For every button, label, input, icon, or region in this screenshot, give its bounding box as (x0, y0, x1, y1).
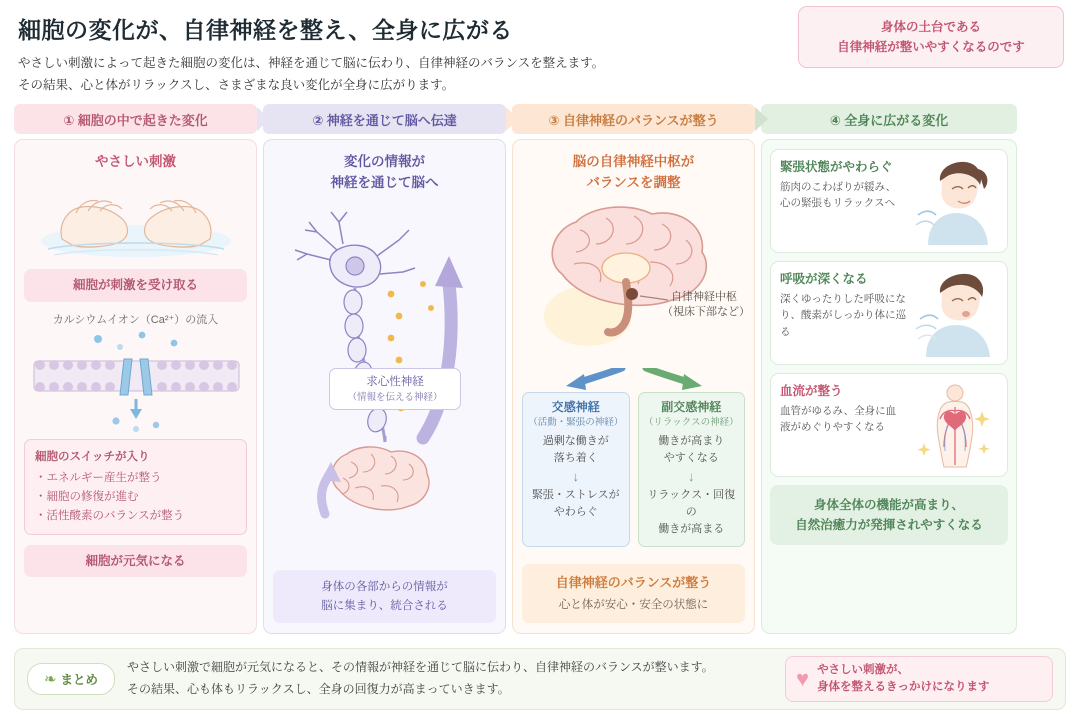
afferent-nerve-label (329, 368, 461, 410)
sympathetic-body-2: 落ち着く (553, 451, 598, 464)
heart-icon: ♥ (796, 666, 810, 691)
cell-receives-stimulus-box: 細胞が刺激を受け取る (24, 269, 247, 302)
center-label-line-1: 自律神経中枢 (671, 290, 737, 303)
split-arrows-svg (522, 368, 747, 390)
overall-result-line-2: 自然治癒力が発揮されやすくなる (795, 518, 983, 532)
sympathetic-arrow-icon: ↓ (572, 469, 579, 485)
step-column-1 (14, 104, 257, 634)
summary-highlight-text (817, 662, 990, 697)
cell-switch-item-1: ・エネルギー産生が整う (35, 471, 162, 484)
step-3-body (512, 139, 755, 634)
nerve-transmission-title (273, 152, 496, 194)
neuron-svg (273, 198, 498, 528)
nerve-title-line-2: 神経を通じて脳へ (330, 174, 439, 190)
relaxed-face-icon (912, 157, 998, 245)
overall-result-box (770, 485, 1008, 545)
benefit-card-circulation (770, 373, 1008, 477)
sympathetic-title: 交感神経 (551, 399, 600, 414)
cell-membrane-illustration (24, 329, 247, 437)
summary-line-1: やさしい刺激で細胞が元気になると、その情報が神経を通じて脳に伝わり、自律神経のバランスが整います。 (127, 660, 714, 675)
balance-result-box (522, 564, 745, 623)
arrow-right-icon (506, 107, 519, 131)
step-3-header-label: ③ 自律神経のバランスが整う (548, 112, 719, 128)
benefit-breathing-title: 呼吸が深くなる (780, 272, 868, 286)
brain-note-line-2: 脳に集まり、統合される (321, 599, 448, 612)
parasympathetic-result-2: 働きが高まる (658, 523, 725, 536)
brain-integration-note (273, 570, 496, 623)
hands-svg (24, 179, 249, 265)
sympathetic-box (522, 392, 630, 548)
sympathetic-result-1: 緊張・ストレスが (531, 489, 620, 502)
benefit-tension-desc: 筋肉のこわばりが緩み、心の緊張もリラックスへ (780, 181, 897, 210)
nerve-title-line-1: 変化の情報が (344, 154, 425, 169)
arrow-right-icon (755, 107, 768, 131)
balance-result-title: 自律神経のバランスが整う (555, 575, 712, 591)
afferent-nerve-title: 求心性神経 (366, 375, 424, 388)
benefit-card-breathing (770, 261, 1008, 365)
parasympathetic-box (638, 392, 746, 548)
parasympathetic-body-1: 働きが高まり (658, 434, 725, 447)
callout-line-2: 自律神経が整いやすくなるのです (837, 40, 1025, 54)
relaxed-face-svg (912, 157, 998, 245)
highlight-line-1: やさしい刺激が、 (817, 663, 910, 676)
benefit-breathing-desc: 深くゆったりした呼吸になり、酸素がしっかり体に巡る (780, 293, 906, 338)
cell-switch-item-3: ・活性酸素のバランスが整う (35, 509, 185, 522)
arrow-right-icon (257, 107, 270, 131)
lead-paragraph (18, 53, 778, 97)
cell-switch-item-2: ・細胞の修復が進む (35, 490, 139, 503)
brain-note-line-1: 身体の各部からの情報が (321, 581, 448, 594)
summary-footer (14, 648, 1066, 710)
parasympathetic-body-2: やすくなる (663, 451, 719, 464)
step-2-header (263, 104, 506, 134)
brain-center-illustration (522, 196, 750, 368)
leaf-icon: ❧ (43, 670, 57, 688)
autonomic-center-label (662, 290, 750, 321)
step-3-header (512, 104, 755, 134)
overall-result-line-1: 身体全体の機能が高まり、 (813, 498, 964, 512)
hands-illustration (24, 179, 247, 265)
step-1-header (14, 104, 257, 134)
summary-badge (27, 663, 115, 695)
gentle-stimulus-title: やさしい刺激 (95, 154, 176, 169)
parasympathetic-sub: （リラックスの神経） (643, 416, 739, 428)
highlight-line-2: 身体を整えるきっかけになります (817, 681, 990, 693)
afferent-nerve-sub: （情報を伝える神経） (347, 391, 443, 403)
lead-line-2: その結果、心と体がリラックスし、さまざまな良い変化が全身に広がります。 (18, 77, 455, 92)
benefit-tension-title: 緊張状態がやわらぐ (780, 160, 893, 174)
step-4-body (761, 139, 1017, 634)
breathing-face-icon (912, 269, 998, 357)
parasympathetic-result-1: リラックス・回復の (647, 489, 736, 519)
callout-box (798, 6, 1064, 68)
body-circulation-icon (912, 381, 998, 469)
summary-highlight (785, 656, 1053, 702)
calcium-ion-note: カルシウムイオン（Ca²⁺）の流入 (52, 313, 219, 326)
parasympathetic-arrow-icon: ↓ (688, 469, 695, 485)
center-label-line-2: （視床下部など） (662, 306, 750, 319)
callout-line-1: 身体の土台である (880, 20, 981, 34)
cell-energized-result: 細胞が元気になる (24, 545, 247, 578)
sympathetic-result-2: やわらぐ (553, 506, 598, 519)
step-column-3 (512, 104, 755, 634)
center-title-line-1: 脳の自律神経中枢が (572, 154, 695, 169)
steps-container (14, 104, 1066, 634)
cell-switch-box (24, 439, 247, 535)
nervous-system-comparison (522, 392, 745, 548)
lead-line-1: やさしい刺激によって起きた細胞の変化は、神経を通じて脳に伝わり、自律神経のバランスを整えます。 (18, 56, 605, 70)
parasympathetic-title: 副交感神経 (661, 399, 722, 414)
benefit-card-tension (770, 149, 1008, 253)
balance-result-sub: 心と体が安心・安全の状態に (558, 598, 709, 611)
step-2-body (263, 139, 506, 634)
summary-text (127, 657, 785, 700)
autonomic-center-title (522, 152, 745, 194)
benefit-circulation-title: 血流が整う (780, 384, 843, 398)
summary-line-2: その結果、心も体もリラックスし、全身の回復力が高まっていきます。 (127, 682, 510, 696)
page-title: 細胞の変化が、自律神経を整え、全身に広がる (18, 17, 513, 43)
step-4-header (761, 104, 1017, 134)
step-2-header-label: ② 神経を通じて脳へ伝達 (312, 112, 457, 128)
step-column-2 (263, 104, 506, 634)
circulation-svg (912, 381, 998, 469)
step-1-body (14, 139, 257, 634)
step-1-header-label: ① 細胞の中で起きた変化 (63, 112, 208, 128)
step-column-4 (761, 104, 1017, 634)
breathing-face-svg (912, 269, 998, 357)
neuron-illustration (273, 198, 496, 528)
sympathetic-sub: （活動・緊張の神経） (528, 416, 624, 428)
cell-switch-heading: 細胞のスイッチが入り (35, 450, 150, 463)
center-title-line-2: バランスを調整 (586, 174, 681, 190)
benefit-circulation-desc: 血管がゆるみ、全身に血液がめぐりやすくなる (780, 405, 897, 434)
brain-svg (522, 196, 750, 368)
split-arrows (522, 368, 745, 390)
membrane-svg (24, 329, 249, 437)
step-4-header-label: ④ 全身に広がる変化 (829, 112, 949, 128)
sympathetic-body-1: 過剰な働きが (542, 434, 609, 447)
summary-badge-label: まとめ (60, 673, 99, 687)
